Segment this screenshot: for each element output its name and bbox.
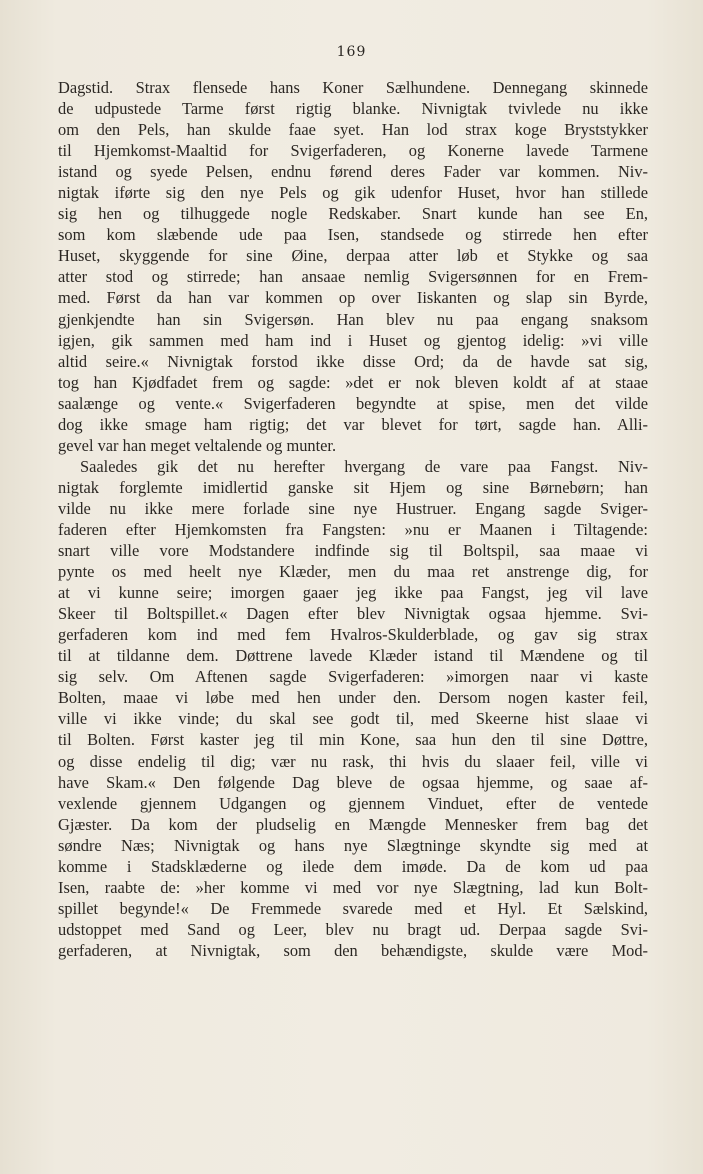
text-line: med. Først da han var kommen op over Iiskanten og slap sin Byrde, [58,288,648,308]
text-line: til Hjemkomst-Maaltid for Svigerfaderen, og Konerne lavede Tarmene [58,141,648,161]
text-line: og disse endelig til dig; vær nu rask, thi hvis du slaaer feil, ville vi [58,751,648,771]
text-line: vexlende gjennem Udgangen og gjennem Vinduet, efter de ventede [58,793,648,813]
text-line: sig hen og tilhuggede nogle Redskaber. Snart kunde han see En, [58,204,648,224]
page-number: 169 [336,44,367,60]
text-line: Saaledes gik det nu herefter hvergang de vare paa Fangst. Niv- [80,456,648,476]
text-line: snart ville vore Modstandere indfinde sig til Boltspil, saa maae vi [58,541,648,561]
text-line: til Bolten. Først kaster jeg til min Kone, saa hun den til sine Døttre, [58,730,648,750]
text-line: altid seire.« Nivnigtak forstod ikke disse Ord; da de havde sat sig, [58,351,648,371]
text-line: gevel var han meget veltalende og munter. [58,435,337,455]
text-line: nigtak iførte sig den nye Pels og gik udenfor Huset, hvor han stillede [58,183,648,203]
text-line: udstoppet med Sand og Leer, blev nu bragt ud. Derpaa sagde Svi- [58,919,648,939]
text-line: som kom slæbende ude paa Isen, standsede og stirrede hen efter [58,225,648,245]
text-line: de udpustede Tarme først rigtig blanke. Nivnigtak tvivlede nu ikke [58,99,648,119]
text-line: Skeer til Boltspillet.« Dagen efter blev Nivnigtak ogsaa hjemme. Svi- [58,604,648,624]
text-line: Bolten, maae vi løbe med hen under den. Dersom nogen kaster feil, [58,688,648,708]
text-line: igjen, gik sammen med ham ind i Huset og gjentog idelig: »vi ville [58,330,648,350]
text-line: atter stod og stirrede; han ansaae nemlig Svigersønnen for en Frem- [58,267,648,287]
text-line: Isen, raabte de: »her komme vi med vor nye Slægtning, lad kun Bolt- [58,877,648,897]
text-line: nigtak forglemte imidlertid ganske sit Hjem og sine Børnebørn; han [58,477,648,497]
text-line: tog han Kjødfadet frem og sagde: »det er nok bleven koldt af at staae [58,372,648,392]
text-line: Gjæster. Da kom der pludselig en Mængde Mennesker frem bag det [58,814,648,834]
text-line: vilde nu ikke mere forlade sine nye Hustruer. Engang sagde Sviger- [58,498,648,518]
text-line: saalænge og vente.« Svigerfaderen begyndte at spise, men det vilde [58,393,648,413]
text-line: pynte os med heelt nye Klæder, men du maa ret anstrenge dig, for [58,562,648,582]
text-line: gjenkjendte han sin Svigersøn. Han blev nu paa engang snaksom [58,309,648,329]
text-line: om den Pels, han skulde faae syet. Han lod strax koge Bryststykker [58,120,648,140]
text-line: istand og syede Pelsen, endnu førend deres Fader var kommen. Niv- [58,162,648,182]
text-line: faderen efter Hjemkomsten fra Fangsten: »nu er Maanen i Tiltagende: [58,519,648,539]
text-line: søndre Næs; Nivnigtak og hans nye Slægtninge skyndte sig med at [58,835,648,855]
body-text [58,77,648,961]
text-line: gerfaderen, at Nivnigtak, som den behændigste, skulde være Mod- [58,940,648,960]
text-line: have Skam.« Den følgende Dag bleve de ogsaa hjemme, og saae af- [58,772,648,792]
text-line: spillet begynde!« De Fremmede svarede med et Hyl. Et Sælskind, [58,898,648,918]
text-line: til at tildanne dem. Døttrene lavede Klæder istand til Mændene og til [58,646,648,666]
text-line: Huset, skyggende for sine Øine, derpaa atter løb et Stykke og saa [58,246,648,266]
text-line: Dagstid. Strax flensede hans Koner Sælhundene. Dennegang skinnede [58,78,648,97]
text-line: komme i Stadsklæderne og ilede dem imøde. Da de kom ud paa [58,856,648,876]
text-line: at vi kunne seire; imorgen gaaer jeg ikke paa Fangst, jeg vil lave [58,583,648,603]
text-line: sig selv. Om Aftenen sagde Svigerfaderen: »imorgen naar vi kaste [58,667,648,687]
text-line: ville vi ikke vinde; du skal see godt til, med Skeerne hist slaae vi [58,709,648,729]
text-line: gerfaderen kom ind med fem Hvalros-Skulderblade, og gav sig strax [58,625,648,645]
text-line: dog ikke smage ham rigtig; det var blevet for tørt, sagde han. Alli- [58,414,648,434]
